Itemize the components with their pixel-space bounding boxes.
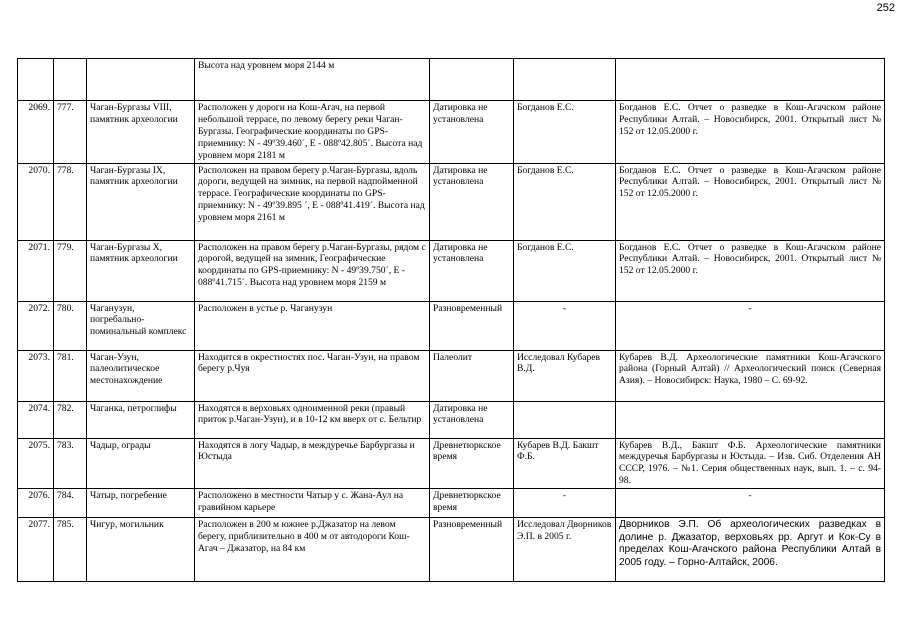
monument-name: Чаган-Бургазы X, памятник археологии — [87, 240, 195, 301]
dating: Датировка не установлена — [430, 101, 514, 164]
sub-number: 783. — [54, 438, 87, 489]
dating: Палеолит — [430, 350, 514, 401]
sub-number: 782. — [54, 401, 87, 438]
dating: Разновременный — [430, 518, 514, 582]
literature: Кубарев В.Д., Бакшт Ф.Б. Археологические памятники междуречья Барбургазы и Юстыда. – Изв. Сиб. Отделения АН СССР, 1976. – №1. Серия общественных наук, вып. 1. – с. 94-98. — [616, 438, 885, 489]
sub-number: 778. — [54, 163, 87, 240]
monument-name: Чаган-Бургазы VIII, памятник археологии — [87, 101, 195, 164]
sub-number: 784. — [54, 489, 87, 518]
table-row — [18, 163, 885, 240]
location-description: Расположен у дороги на Кош-Агач, на первой небольшой террасе, по левому берегу реки Чаган-Бургазы. Географические координаты по GPS-приемнику: N - 49º39.460´, E - 088º42.805´. Высота над уровнем моря 2181 м — [195, 101, 430, 164]
researcher: Исследовал Дворников Э.П. в 2005 г. — [514, 518, 616, 582]
table-row — [18, 101, 885, 164]
registry-number: 2077. — [18, 518, 54, 582]
literature: - — [616, 489, 885, 518]
location-description: Расположен в устье р. Чаганузун — [195, 301, 430, 350]
location-description: Расположен в 200 м южнее р.Джазатор на левом берегу, приблизительно в 400 м от автодороги Кош-Агач – Джазатор, на 84 км — [195, 518, 430, 582]
registry-number: 2069. — [18, 101, 54, 164]
researcher — [514, 59, 616, 101]
registry-number: 2073. — [18, 350, 54, 401]
sub-number: 785. — [54, 518, 87, 582]
sub-number — [54, 59, 87, 101]
registry-number: 2070. — [18, 163, 54, 240]
literature: Дворников Э.П. Об археологических разведках в долине р. Джазатор, верховьях рр. Аргут и Кок-Су в пределах Кош-Агачского района Республики Алтай в 2005 году. – Горно-Алтайск, 2006. — [616, 518, 885, 582]
location-description: Находятся в логу Чадыр, в междуречье Барбургазы и Юстыда — [195, 438, 430, 489]
dating: Датировка не установлена — [430, 401, 514, 438]
page-number: 252 — [876, 2, 895, 14]
literature — [616, 401, 885, 438]
researcher: Богданов Е.С. — [514, 101, 616, 164]
literature: Богданов Е.С. Отчет о разведке в Кош-Агачском районе Республики Алтай. – Новосибирск, 2001. Открытый лист № 152 от 12.05.2000 г. — [616, 240, 885, 301]
location-description: Расположен на правом берегу р.Чаган-Бургазы, вдоль дороги, ведущей на зимник, на первой надпойменной террасе. Географические координаты по GPS-приемнику: N - 49º39.895 ´, E - 088º41.419´. Высота над уровнем моря 2161 м — [195, 163, 430, 240]
location-description: Высота над уровнем моря 2144 м — [195, 59, 430, 101]
table-row — [18, 59, 885, 101]
monument-name: Чатыр, погребение — [87, 489, 195, 518]
registry-number: 2072. — [18, 301, 54, 350]
literature: Богданов Е.С. Отчет о разведке в Кош-Агачском районе Республики Алтай. – Новосибирск, 2001. Открытый лист № 152 от 12.05.2000 г. — [616, 101, 885, 164]
registry-number: 2076. — [18, 489, 54, 518]
researcher: Исследовал Кубарев В.Д. — [514, 350, 616, 401]
dating — [430, 59, 514, 101]
monument-name: Чаган-Бургазы IX, памятник археологии — [87, 163, 195, 240]
location-description: Расположено в местности Чатыр у с. Жана-Аул на гравийном карьере — [195, 489, 430, 518]
table-row — [18, 301, 885, 350]
researcher: Богданов Е.С. — [514, 240, 616, 301]
literature: Богданов Е.С. Отчет о разведке в Кош-Агачском районе Республики Алтай. – Новосибирск, 2001. Открытый лист № 152 от 12.05.2000 г. — [616, 163, 885, 240]
researcher: - — [514, 301, 616, 350]
literature — [616, 59, 885, 101]
monument-name: Чаганка, петроглифы — [87, 401, 195, 438]
table-row — [18, 401, 885, 438]
monument-name: Чигур, могильник — [87, 518, 195, 582]
table-row — [18, 240, 885, 301]
dating: Датировка не установлена — [430, 163, 514, 240]
registry-number — [18, 59, 54, 101]
monuments-table — [17, 58, 885, 582]
table-row — [18, 518, 885, 582]
monument-name: Чаганузун, погребально-поминальный комплекс — [87, 301, 195, 350]
sub-number: 781. — [54, 350, 87, 401]
location-description: Расположен на правом берегу р.Чаган-Бургазы, рядом с дорогой, ведущей на зимник, Географические координаты по GPS-приемнику: N - 49º39.750´, E - 088º41.715´. Высота над уровнем моря 2159 м — [195, 240, 430, 301]
sub-number: 777. — [54, 101, 87, 164]
table-row — [18, 350, 885, 401]
dating: Датировка не установлена — [430, 240, 514, 301]
location-description: Находятся в верховьях одноименной реки (правый приток р.Чаган-Узун), и в 10-12 км вверх от с. Бельтир — [195, 401, 430, 438]
registry-number: 2071. — [18, 240, 54, 301]
table-row — [18, 438, 885, 489]
sub-number: 780. — [54, 301, 87, 350]
researcher: Кубарев В.Д. Бакшт Ф.Б. — [514, 438, 616, 489]
researcher — [514, 401, 616, 438]
monument-name: Чадыр, ограды — [87, 438, 195, 489]
monument-name — [87, 59, 195, 101]
literature: - — [616, 301, 885, 350]
dating: Древнетюркское время — [430, 438, 514, 489]
researcher: - — [514, 489, 616, 518]
dating: Древнетюркское время — [430, 489, 514, 518]
literature: Кубарев В.Д. Археологические памятники Кош-Агачского района (Горный Алтай) // Археологический поиск (Северная Азия). – Новосибирск: Наука, 1980 – С. 69-92. — [616, 350, 885, 401]
registry-number: 2074. — [18, 401, 54, 438]
sub-number: 779. — [54, 240, 87, 301]
dating: Разновременный — [430, 301, 514, 350]
table-row — [18, 489, 885, 518]
researcher: Богданов Е.С. — [514, 163, 616, 240]
location-description: Находится в окрестностях пос. Чаган-Узун, на правом берегу р.Чуя — [195, 350, 430, 401]
monument-name: Чаган-Узун, палеолитическое местонахождение — [87, 350, 195, 401]
registry-number: 2075. — [18, 438, 54, 489]
